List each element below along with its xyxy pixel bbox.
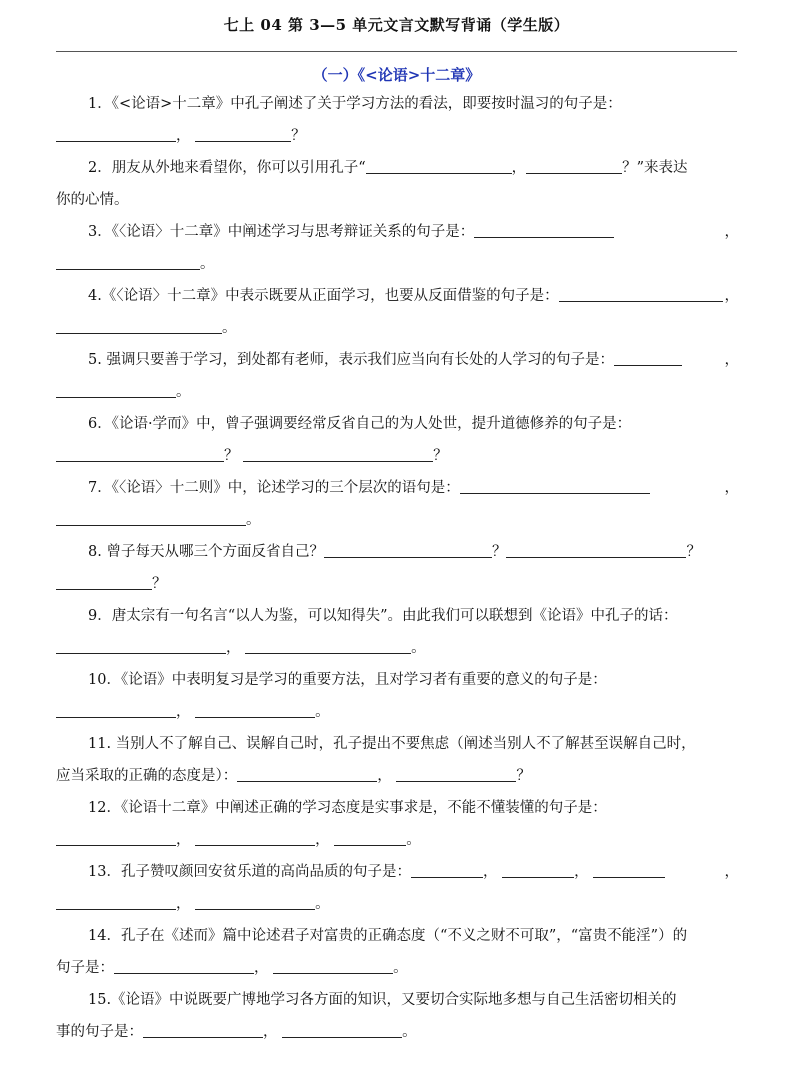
question-text: 7．《〈论语〉十二则》中，论述学习的三个层次的语句是：: [88, 480, 460, 496]
punct: 。: [246, 512, 261, 528]
question-5: [56, 344, 739, 408]
question-text: 10．《论语》中表明复习是学习的重要方法，且对学习者有重要的意义的句子是：: [88, 672, 607, 688]
punct: ？: [686, 544, 701, 560]
punct: 。: [411, 640, 426, 656]
answer-blank[interactable]: [56, 894, 176, 910]
answer-blank[interactable]: [396, 766, 516, 782]
question-text: 11. 当别人不了解自己、误解自己时，孔子提出不要焦虑（阐述当别人不了解甚至误解自己时，: [88, 736, 696, 752]
punct: ？: [291, 128, 306, 144]
question-text: 3．《〈论语〉十二章》中阐述学习与思考辩证关系的句子是：: [88, 224, 475, 240]
punct: ，: [574, 864, 589, 880]
answer-blank[interactable]: [502, 862, 574, 878]
punct: ，: [724, 352, 739, 368]
question-text: 5. 强调只要善于学习，到处都有老师，表示我们应当向有长处的人学习的句子是：: [88, 352, 614, 368]
punct: ，: [176, 832, 191, 848]
answer-blank[interactable]: [411, 862, 483, 878]
question-text: 9．唐太宗有一句名言“以人为鉴，可以知得失”。由此我们可以联想到《论语》中孔子的话：: [88, 608, 678, 624]
punct: ，: [263, 1024, 278, 1040]
answer-blank[interactable]: [614, 350, 682, 366]
punct: ？: [224, 448, 239, 464]
question-text: 15.《论语》中说既要广博地学习各方面的知识，又要切合实际地多想与自己生活密切相关的: [88, 992, 677, 1008]
punct: 。: [315, 896, 330, 912]
punct: ，: [482, 864, 498, 880]
punct: ？”来表达: [622, 160, 688, 176]
question-6: [56, 408, 739, 472]
answer-blank[interactable]: [366, 158, 512, 174]
punct: ，: [724, 288, 739, 304]
answer-blank[interactable]: [195, 894, 315, 910]
section-title: （一）《<论语>十二章》: [312, 66, 481, 84]
question-13: [56, 856, 739, 920]
punct: ，: [176, 896, 191, 912]
question-3: [56, 216, 739, 280]
punct: 。: [393, 960, 408, 976]
question-text: 14．孔子在《述而》篇中论述君子对富贵的正确态度（“不义之财不可取”，“富贵不能淫”）的: [88, 928, 688, 944]
answer-blank[interactable]: [56, 254, 200, 270]
question-text: 12．《论语十二章》中阐述正确的学习态度是实事求是，不能不懂装懂的句子是：: [88, 800, 607, 816]
answer-blank[interactable]: [526, 158, 622, 174]
punct: ？: [152, 576, 167, 592]
question-4: [56, 280, 739, 344]
answer-blank[interactable]: [334, 830, 406, 846]
answer-blank[interactable]: [474, 222, 614, 238]
punct: 。: [406, 832, 421, 848]
question-8: [56, 536, 739, 600]
answer-blank[interactable]: [593, 862, 665, 878]
question-15: [56, 984, 739, 1048]
question-9: [56, 600, 739, 664]
question-text: 2．朋友从外地来看望你，你可以引用孔子“: [88, 160, 366, 176]
answer-blank[interactable]: [324, 542, 492, 558]
answer-blank[interactable]: [559, 286, 723, 302]
answer-blank[interactable]: [56, 638, 226, 654]
answer-blank[interactable]: [460, 478, 650, 494]
answer-blank[interactable]: [114, 958, 254, 974]
answer-blank[interactable]: [56, 382, 176, 398]
question-11: [56, 728, 739, 792]
answer-blank[interactable]: [282, 1022, 402, 1038]
punct: ，: [176, 704, 191, 720]
answer-blank[interactable]: [56, 510, 246, 526]
punct: ？: [433, 448, 448, 464]
punct: 。: [222, 320, 237, 336]
question-text: 事的句子是：: [56, 1024, 143, 1040]
punct: 。: [200, 256, 215, 272]
answer-blank[interactable]: [56, 446, 224, 462]
question-10: [56, 664, 739, 728]
punct: ？: [516, 768, 531, 784]
punct: 。: [176, 384, 191, 400]
answer-blank[interactable]: [56, 318, 222, 334]
question-text: 1．《<论语>十二章》中孔子阐述了关于学习方法的看法，即要按时温习的句子是：: [88, 96, 622, 112]
answer-blank[interactable]: [56, 126, 176, 142]
question-text: 你的心情。: [56, 192, 129, 208]
punct: ？: [491, 544, 507, 560]
answer-blank[interactable]: [56, 830, 176, 846]
question-14: [56, 920, 739, 984]
question-2: [56, 152, 739, 216]
answer-blank[interactable]: [273, 958, 393, 974]
answer-blank[interactable]: [195, 126, 291, 142]
question-text: 6．《论语·学而》中，曾子强调要经常反省自己的为人处世，提升道德修养的句子是：: [88, 416, 632, 432]
punct: 。: [315, 704, 330, 720]
header-divider: [56, 51, 737, 52]
question-text: 8. 曾子每天从哪三个方面反省自己？: [88, 544, 324, 560]
punct: ，: [226, 640, 241, 656]
answer-blank[interactable]: [195, 702, 315, 718]
answer-blank[interactable]: [195, 830, 315, 846]
question-text: 应当采取的正确的态度是）：: [56, 768, 238, 784]
answer-blank[interactable]: [245, 638, 411, 654]
answer-blank[interactable]: [56, 702, 176, 718]
answer-blank[interactable]: [237, 766, 377, 782]
punct: ，: [254, 960, 269, 976]
question-1: [56, 88, 739, 152]
question-7: [56, 472, 739, 536]
answer-blank[interactable]: [243, 446, 433, 462]
punct: ，: [176, 128, 191, 144]
answer-blank[interactable]: [506, 542, 686, 558]
punct: ，: [724, 224, 739, 240]
question-text: 13．孔子赞叹颜回安贫乐道的高尚品质的句子是：: [88, 864, 411, 880]
punct: ，: [315, 832, 330, 848]
punct: 。: [402, 1024, 417, 1040]
answer-blank[interactable]: [56, 574, 152, 590]
punct: ，: [724, 864, 739, 880]
question-text: 4.《〈论语〉十二章》中表示既要从正面学习，也要从反面借鉴的句子是：: [88, 288, 559, 304]
punct: ，: [377, 768, 392, 784]
punct: ，: [724, 480, 739, 496]
answer-blank[interactable]: [143, 1022, 263, 1038]
question-text: 句子是：: [56, 960, 114, 976]
question-12: [56, 792, 739, 856]
punct: ，: [511, 160, 527, 176]
page-header-title: 七上 04 第 3—5 单元文言文默写背诵（学生版）: [223, 16, 570, 34]
